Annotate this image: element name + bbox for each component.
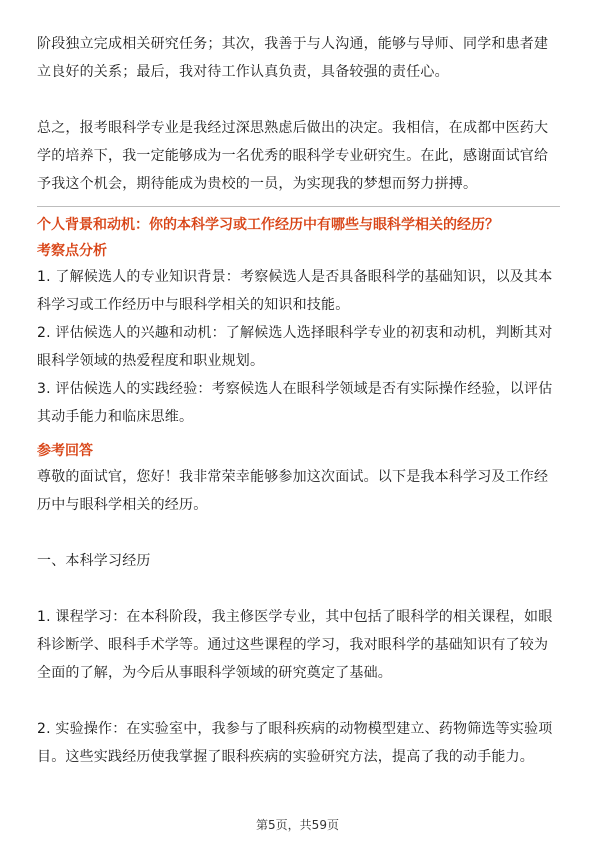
section-divider [37, 206, 560, 207]
analysis-item-2: 2. 评估候选人的兴趣和动机：了解候选人选择眼科学专业的初衷和动机，判断其对眼科学领域的热爱程度和职业规划。 [37, 325, 553, 369]
answer-item-2: 2. 实验操作：在实验室中，我参与了眼科疾病的动物模型建立、药物筛选等实验项目。这些实践经历使我掌握了眼科疾病的实验研究方法，提高了我的动手能力。 [37, 721, 553, 765]
intro-paragraph-2: 总之，报考眼科学专业是我经过深思熟虑后做出的决定。我相信，在成都中医药大学的培养下，我一定能够成为一名优秀的眼科学专业研究生。在此，感谢面试官给予我这个机会，期待能成为贵校的一员，为实现我的梦想而努力拼搏。 [37, 120, 549, 192]
analysis-item-1: 1. 了解候选人的专业知识背景：考察候选人是否具备眼科学的基础知识，以及其本科学习或工作经历中与眼科学相关的知识和技能。 [37, 269, 553, 313]
answer-opening: 尊敬的面试官，您好！我非常荣幸能够参加这次面试。以下是我本科学习及工作经历中与眼科学相关的经历。 [37, 469, 549, 513]
section-title: 一、本科学习经历 [37, 553, 151, 569]
analysis-label: 考察点分析 [37, 243, 107, 259]
answer-label: 参考回答 [37, 443, 93, 459]
answer-item-1: 1. 课程学习：在本科阶段，我主修医学专业，其中包括了眼科学的相关课程，如眼科诊断学、眼科手术学等。通过这些课程的学习，我对眼科学的基础知识有了较为全面的了解，为今后从事眼科学领域的研究奠定了基础。 [37, 609, 553, 681]
intro-paragraph-1: 阶段独立完成相关研究任务；其次，我善于与人沟通，能够与导师、同学和患者建立良好的关系；最后，我对待工作认真负责，具备较强的责任心。 [37, 36, 549, 80]
question-heading: 个人背景和动机：你的本科学习或工作经历中有哪些与眼科学相关的经历？ [37, 217, 499, 233]
page-footer: 第5页，共59页 [256, 818, 339, 832]
document-page [37, 30, 560, 771]
analysis-item-3: 3. 评估候选人的实践经验：考察候选人在眼科学领域是否有实际操作经验，以评估其动手能力和临床思维。 [37, 381, 553, 425]
